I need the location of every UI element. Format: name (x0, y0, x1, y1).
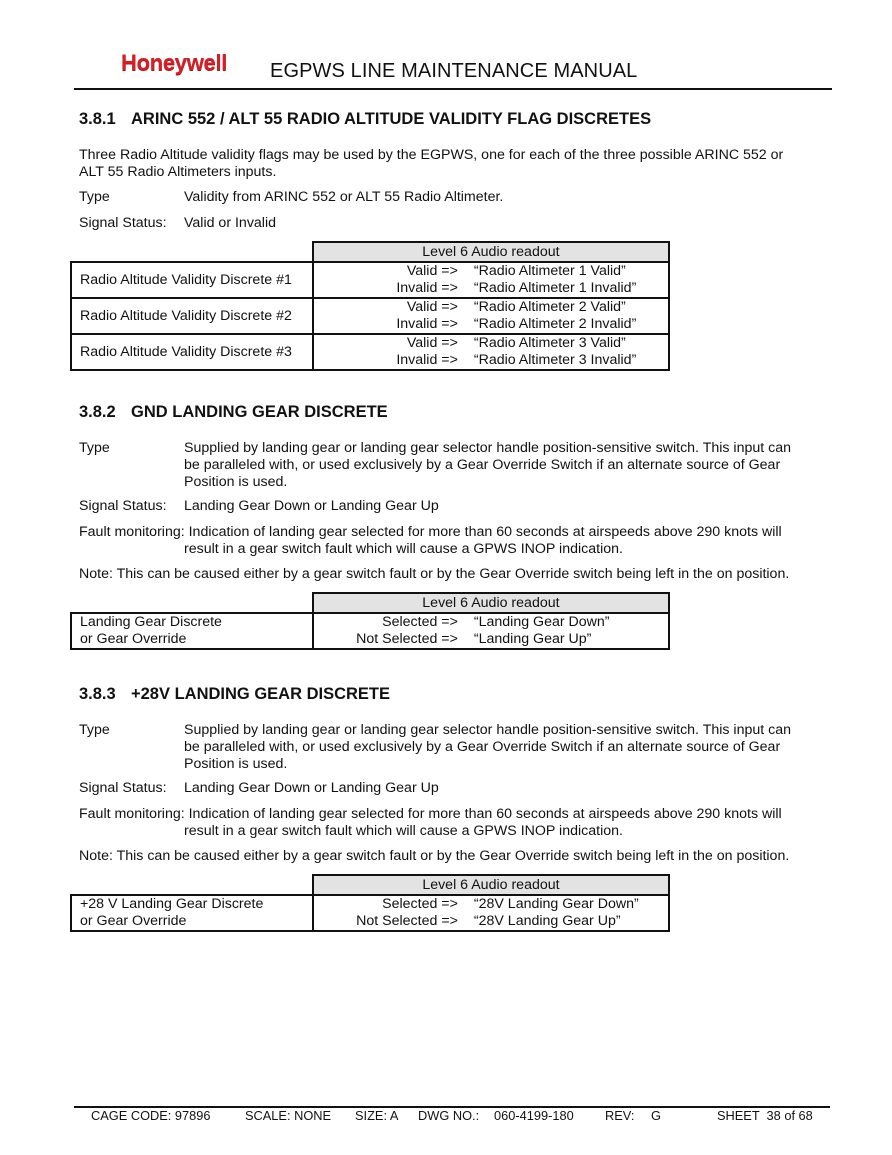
intro-line: Three Radio Altitude validity flags may be used by the EGPWS, one for each of the three possible ARINC 552 or (79, 147, 784, 163)
size: SIZE: A (355, 1108, 399, 1123)
honeywell-logo: Honeywell (121, 50, 228, 75)
signal-status-label: Signal Status: (79, 215, 167, 231)
section-heading-3-8-1 (79, 110, 651, 129)
manual-title: EGPWS LINE MAINTENANCE MANUAL (270, 60, 638, 82)
audio-readout-table (70, 874, 670, 932)
row-label-line: or Gear Override (80, 913, 187, 929)
note: Note: This can be caused either by a gear switch fault or by the Gear Override switch being left in the on position. (79, 566, 790, 582)
fault-line: result in a gear switch fault which will cause a GPWS INOP indication. (184, 541, 623, 557)
readout-value: “Radio Altimeter 2 Valid” (473, 299, 626, 315)
type-row (79, 189, 829, 206)
row-readout (313, 895, 669, 931)
type-label: Type (79, 440, 110, 456)
type-line: be paralleled with, or used exclusively by a Gear Override Switch if an alternate source of Gear (184, 457, 781, 473)
type-line: Supplied by landing gear or landing gear selector handle position-sensitive switch. This input can (184, 440, 792, 456)
type-row (79, 440, 829, 491)
table-row (71, 895, 669, 931)
table-header: Level 6 Audio readout (313, 242, 669, 262)
row-label (71, 895, 313, 931)
readout-key: Invalid => (396, 316, 458, 332)
type-value: Validity from ARINC 552 or ALT 55 Radio Altimeter. (184, 189, 504, 205)
readout-value: “Radio Altimeter 2 Invalid” (473, 316, 637, 332)
type-line: Position is used. (184, 474, 288, 490)
readout-value: “Radio Altimeter 1 Valid” (473, 263, 626, 279)
rev-label: REV: (605, 1108, 635, 1123)
readout-value: “Radio Altimeter 3 Invalid” (473, 352, 637, 368)
signal-status-row (79, 498, 829, 515)
section-heading-3-8-3 (79, 685, 390, 704)
fault-line: result in a gear switch fault which will cause a GPWS INOP indication. (184, 823, 623, 839)
fault-line: Fault monitoring: Indication of landing gear selected for more than 60 seconds at airspeeds above 290 knots will (79, 524, 782, 540)
type-row (79, 722, 829, 773)
header-divider (74, 88, 832, 90)
fault-monitoring (79, 524, 839, 558)
type-line: Supplied by landing gear or landing gear selector handle position-sensitive switch. This input can (184, 722, 792, 738)
cage-code: CAGE CODE: 97896 (91, 1108, 211, 1123)
table-row (71, 298, 669, 334)
row-label: Radio Altitude Validity Discrete #3 (71, 334, 313, 370)
signal-status-label: Signal Status: (79, 780, 167, 796)
section-intro (79, 147, 829, 181)
intro-line: ALT 55 Radio Altimeters inputs. (79, 164, 277, 180)
scale: SCALE: NONE (245, 1108, 332, 1123)
readout-key: Invalid => (396, 280, 458, 296)
readout-value: “28V Landing Gear Down” (473, 896, 639, 912)
type-label: Type (79, 189, 110, 205)
section-title: +28V LANDING GEAR DISCRETE (131, 685, 391, 703)
type-value (184, 722, 829, 773)
readout-value: “Radio Altimeter 1 Invalid” (473, 280, 637, 296)
readout-key: Valid => (406, 299, 458, 315)
signal-status-value: Landing Gear Down or Landing Gear Up (184, 780, 439, 796)
readout-value: “Landing Gear Up” (473, 631, 592, 647)
section-heading-3-8-2 (79, 403, 388, 422)
readout-value: “Radio Altimeter 3 Valid” (473, 335, 626, 351)
table-corner (71, 593, 313, 613)
table-corner (71, 242, 313, 262)
readout-value: “28V Landing Gear Up” (473, 913, 621, 929)
signal-status-row (79, 780, 829, 797)
signal-status-label: Signal Status: (79, 498, 167, 514)
signal-status-row (79, 215, 829, 232)
row-label: Radio Altitude Validity Discrete #2 (71, 298, 313, 334)
row-label: Radio Altitude Validity Discrete #1 (71, 262, 313, 298)
readout-key: Valid => (406, 335, 458, 351)
table-header: Level 6 Audio readout (313, 875, 669, 895)
row-label-line: or Gear Override (80, 631, 187, 647)
row-label-line: +28 V Landing Gear Discrete (80, 896, 264, 912)
table-header: Level 6 Audio readout (313, 593, 669, 613)
note: Note: This can be caused either by a gear switch fault or by the Gear Override switch being left in the on position. (79, 848, 790, 864)
section-number: 3.8.2 (79, 403, 116, 421)
signal-status-value: Valid or Invalid (184, 215, 277, 231)
readout-key: Invalid => (396, 352, 458, 368)
type-label: Type (79, 722, 110, 738)
readout-key: Selected => (382, 614, 458, 630)
dwg-number: 060-4199-180 (494, 1108, 574, 1123)
readout-value: “Landing Gear Down” (473, 614, 610, 630)
section-number: 3.8.3 (79, 685, 116, 703)
fault-line: Fault monitoring: Indication of landing gear selected for more than 60 seconds at airspeeds above 290 knots will (79, 806, 782, 822)
section-title: ARINC 552 / ALT 55 RADIO ALTITUDE VALIDITY FLAG DISCRETES (131, 110, 652, 128)
row-label-line: Landing Gear Discrete (80, 614, 222, 630)
row-readout (313, 334, 669, 370)
row-readout (313, 298, 669, 334)
row-readout (313, 262, 669, 298)
table-corner (71, 875, 313, 895)
audio-readout-table (70, 592, 670, 650)
signal-status-value: Landing Gear Down or Landing Gear Up (184, 498, 439, 514)
audio-readout-table (70, 241, 670, 371)
readout-key: Valid => (406, 263, 458, 279)
table-row (71, 262, 669, 298)
table-row (71, 613, 669, 649)
type-line: be paralleled with, or used exclusively by a Gear Override Switch if an alternate source of Gear (184, 739, 781, 755)
sheet-number: SHEET 38 of 68 (717, 1108, 813, 1123)
type-line: Position is used. (184, 756, 288, 772)
section-number: 3.8.1 (79, 110, 116, 128)
table-row (71, 334, 669, 370)
dwg-label: DWG NO.: (418, 1108, 480, 1123)
fault-monitoring (79, 806, 839, 840)
rev-value: G (651, 1108, 661, 1123)
readout-key: Not Selected => (356, 631, 458, 647)
readout-key: Not Selected => (356, 913, 458, 929)
row-readout (313, 613, 669, 649)
row-label (71, 613, 313, 649)
readout-key: Selected => (382, 896, 458, 912)
type-value (184, 440, 829, 491)
section-title: GND LANDING GEAR DISCRETE (131, 403, 388, 421)
